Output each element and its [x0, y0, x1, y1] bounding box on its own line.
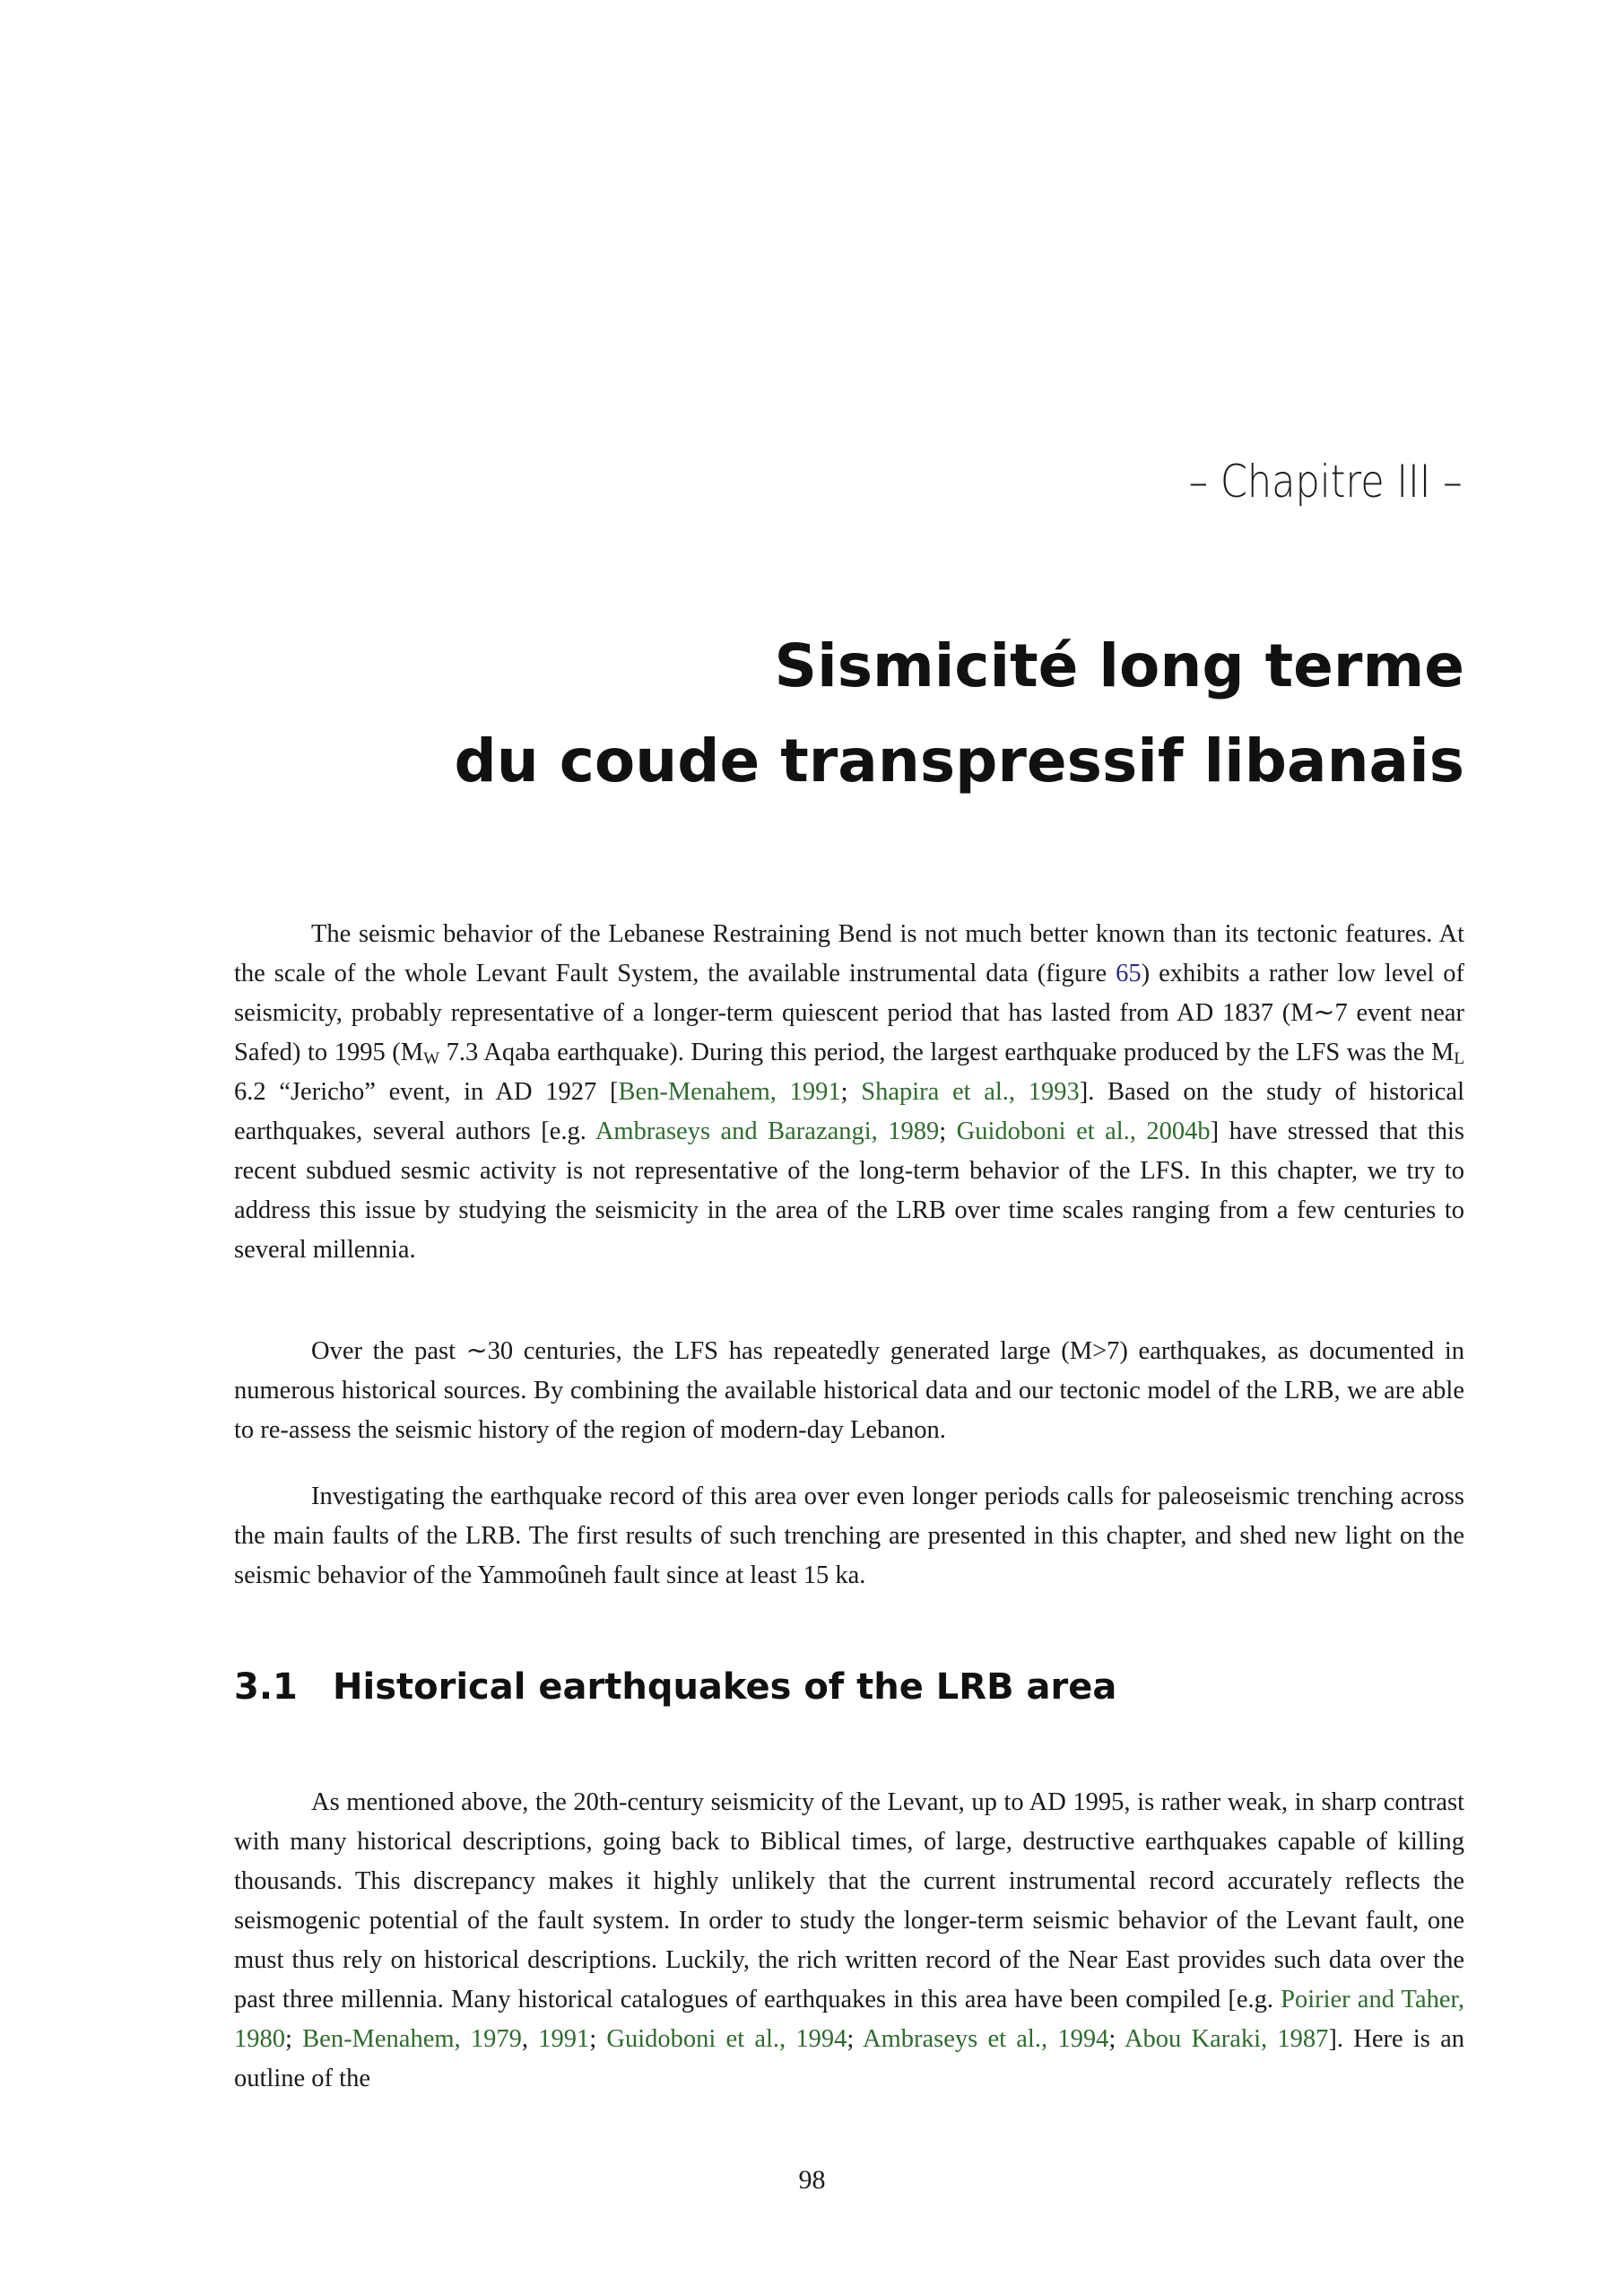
- page-number: 98: [798, 2165, 826, 2195]
- section-number: 3.1: [234, 1666, 298, 1708]
- citation-link[interactable]: Ben-Menahem, 1991: [618, 1078, 841, 1106]
- citation-link[interactable]: Abou Karaki, 1987: [1124, 2025, 1329, 2053]
- text-run: ;: [285, 2025, 303, 2053]
- section-title: Historical earthquakes of the LRB area: [333, 1666, 1117, 1708]
- citation-link[interactable]: 1991: [538, 2025, 590, 2053]
- paragraph-text: Investigating the earthquake record of this area over even longer periods calls for paleoseismic trenching across the main faults of the LRB. The first results of such trenching are presented in this chapter, and shed new light on the seismic behavior of the Yammoûneh fault since at least 15 ka.: [234, 1483, 1464, 1589]
- text-run: As mentioned above, the 20th-century seismicity of the Levant, up to AD 1995, is rather weak, in sharp contrast with many historical descriptions, going back to Biblical times, of large, destructive earthquakes capable of killing thousands. This discrepancy makes it highly unlikely that the current instrumental record accurately reflects the seismogenic potential of the fault system. In order to study the longer-term seismic behavior of the Levant fault, one must thus rely on historical descriptions. Luckily, the rich written record of the Near East provides such data over the past three millennia. Many historical catalogues of earthquakes in this area have been compiled [e.g.: [234, 1788, 1464, 2013]
- citation-link[interactable]: Ambraseys and Barazangi, 1989: [595, 1118, 940, 1145]
- text-run: ]. Based on the study of historical earthquakes, several authors [e.g.: [234, 1078, 1464, 1145]
- citation-link[interactable]: Guidoboni et al., 1994: [606, 2025, 847, 2053]
- subscript-l: L: [1454, 1049, 1464, 1068]
- chapter-title: [455, 619, 1464, 809]
- citation-link[interactable]: Poirier and Taher, 1980: [234, 1986, 1464, 2053]
- section-paragraph-1: [234, 1783, 1464, 2099]
- citation-link[interactable]: Shapira et al., 1993: [861, 1078, 1080, 1106]
- text-run: The seismic behavior of the Lebanese Restraining Bend is not much better known than its tectonic features. At the scale of the whole Levant Fault System, the available instrumental data (figure: [234, 920, 1464, 987]
- intro-paragraph-1: [234, 915, 1464, 1270]
- text-run: ;: [847, 2025, 864, 2053]
- text-run: ;: [939, 1118, 957, 1145]
- citation-link[interactable]: Ambraseys et al., 1994: [863, 2025, 1109, 2053]
- text-run: ;: [589, 2025, 607, 2053]
- text-run: 7.3 Aqaba earthquake). During this period, the largest earthquake produced by the LFS was the M: [439, 1039, 1455, 1066]
- intro-paragraph-3: [234, 1477, 1464, 1596]
- subscript-w: W: [423, 1049, 440, 1068]
- text-run: ;: [1108, 2025, 1125, 2053]
- citation-link[interactable]: Ben-Menahem, 1979: [302, 2025, 522, 2053]
- section-heading: [234, 1666, 1116, 1708]
- intro-paragraph-2: [234, 1332, 1464, 1450]
- text-run: 6.2 “Jericho” event, in AD 1927 [: [234, 1078, 619, 1106]
- text-run: ]. Here is an outline of the: [234, 2025, 1465, 2092]
- paragraph-text: Over the past ∼30 centuries, the LFS has repeatedly generated large (M>7) earthquakes, as documented in numerous historical sources. By combining the available historical data and our tectonic model of the LRB, we are able to re-assess the seismic history of the region of modern-day Lebanon.: [234, 1337, 1464, 1444]
- text-run: ,: [521, 2025, 539, 2053]
- text-run: ;: [840, 1078, 862, 1106]
- chapter-title-line-1: Sismicité long terme: [774, 631, 1464, 700]
- figure-reference-link[interactable]: 65: [1116, 960, 1142, 987]
- text-run: ) exhibits a rather low level of seismicity, probably representative of a longer-term quiescent period that has lasted from AD 1837 (M∼7 event near Safed) to 1995 (M: [234, 960, 1464, 1066]
- chapter-title-line-2: du coude transpressif libanais: [454, 726, 1464, 796]
- citation-link[interactable]: Guidoboni et al., 2004b: [956, 1118, 1211, 1145]
- text-run: ] have stressed that this recent subdued sesmic activity is not representative of the long-term behavior of the LFS. In this chapter, we try to address this issue by studying the seismicity in the area of the LRB over time scales ranging from a few centuries to several millennia.: [234, 1118, 1465, 1264]
- chapter-label: – Chapitre III –: [1189, 456, 1463, 508]
